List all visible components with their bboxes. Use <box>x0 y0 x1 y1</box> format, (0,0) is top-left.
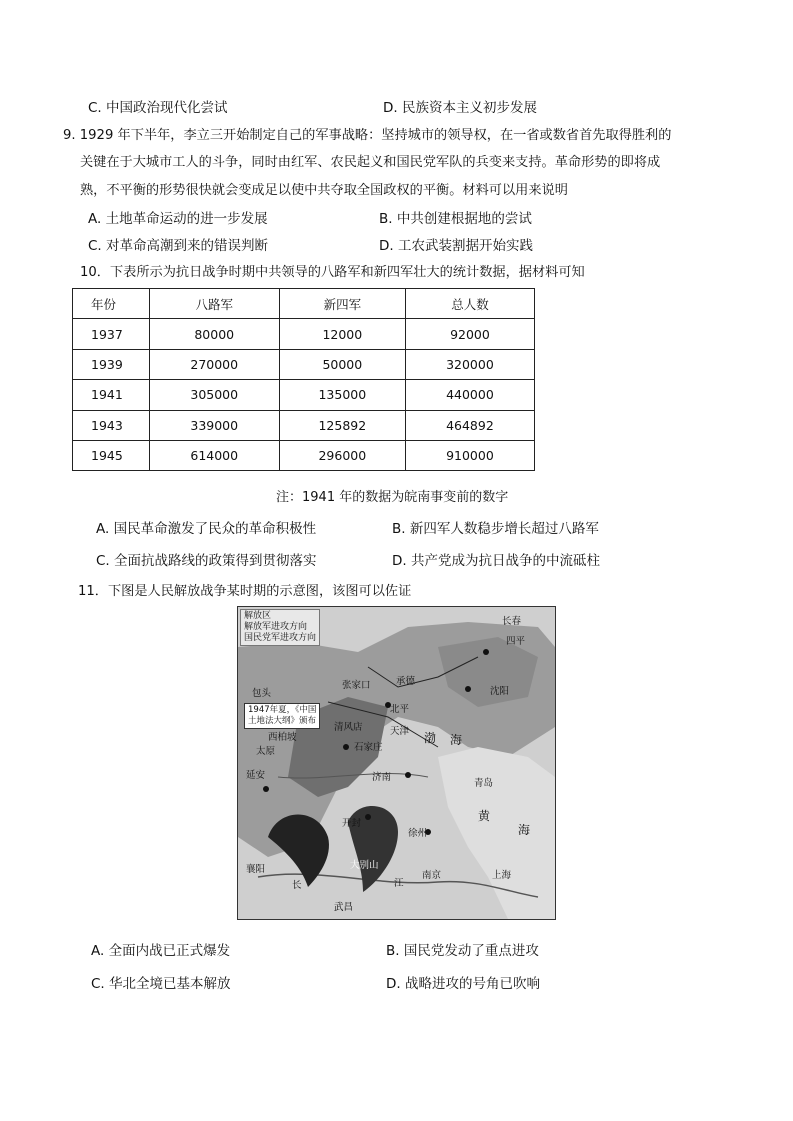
cell-new-fourth: 296000 <box>279 440 405 470</box>
table-header-row <box>73 289 535 319</box>
table-row <box>73 380 535 410</box>
map-label-tianjin: 天津 <box>390 726 410 737</box>
q8-option-c: C. 中国政治现代化尝试 <box>88 100 228 116</box>
q10-stem: 10．下表所示为抗日战争时期中共领导的八路军和新四军壮大的统计数据，据材料可知 <box>80 265 585 280</box>
cell-year: 1943 <box>73 410 150 440</box>
map-label-zhangjiakou: 张家口 <box>342 680 371 691</box>
q10-option-c: C. 全面抗战路线的政策得到贯彻落实 <box>96 553 317 569</box>
table-row <box>73 349 535 379</box>
map-note-box <box>244 703 320 729</box>
cell-eighth-route: 80000 <box>149 319 279 349</box>
q9-option-d: D. 工农武装割据开始实践 <box>379 238 533 254</box>
q9-option-c: C. 对革命高潮到来的错误判断 <box>88 238 269 254</box>
map-label-huang: 黄 <box>478 809 491 823</box>
table-note: 注：1941 年的数据为皖南事变前的数字 <box>276 490 509 505</box>
map-label-xibaipo: 西柏坡 <box>268 732 297 743</box>
map-label-nanjing: 南京 <box>422 870 442 881</box>
table-row <box>73 440 535 470</box>
cell-total: 320000 <box>405 349 534 379</box>
q11-option-c: C. 华北全境已基本解放 <box>91 976 231 992</box>
q11-stem: 11．下图是人民解放战争某时期的示意图，该图可以佐证 <box>78 584 412 599</box>
cell-year: 1937 <box>73 319 150 349</box>
header-new-fourth: 新四军 <box>279 289 405 319</box>
cell-total: 440000 <box>405 380 534 410</box>
map-label-shijiazhuang: 石家庄 <box>354 742 383 753</box>
army-statistics-table <box>72 288 535 471</box>
q9-stem-line3: 熟，不平衡的形势很快就会变成足以使中共夺取全国政权的平衡。材料可以用来说明 <box>80 183 568 198</box>
map-label-taiyuan: 太原 <box>256 746 276 757</box>
map-label-dabieshan: 大别山 <box>350 860 379 871</box>
map-label-chang: 长 <box>292 880 302 891</box>
q11-option-b: B. 国民党发动了重点进攻 <box>386 943 539 959</box>
q10-option-d: D. 共产党成为抗日战争的中流砥柱 <box>392 553 600 569</box>
map-label-siping: 四平 <box>506 636 526 647</box>
q9-stem-line2: 关键在于大城市工人的斗争，同时由红军、农民起义和国民党军队的兵变来支持。革命形势的即将成 <box>80 155 661 170</box>
map-label-beiping: 北平 <box>390 704 410 715</box>
cell-new-fourth: 12000 <box>279 319 405 349</box>
map-label-baotou: 包头 <box>252 688 272 699</box>
cell-year: 1939 <box>73 349 150 379</box>
header-total: 总人数 <box>405 289 534 319</box>
map-label-yanan: 延安 <box>246 770 266 781</box>
map-label-wuchang: 武昌 <box>334 902 354 913</box>
map-label-jiang: 江 <box>394 878 404 889</box>
map-note-line1: 1947年夏，《中国 <box>248 705 317 715</box>
q9-option-a: A. 土地革命运动的进一步发展 <box>88 211 268 227</box>
map-label-kaifeng: 开封 <box>342 818 362 829</box>
q11-option-d: D. 战略进攻的号角已吹响 <box>386 976 540 992</box>
map-label-hai2: 海 <box>518 823 531 837</box>
q8-option-d: D. 民族资本主义初步发展 <box>383 100 537 116</box>
cell-eighth-route: 305000 <box>149 380 279 410</box>
table-row <box>73 319 535 349</box>
legend-kmt-attack: 国民党军进攻方向 <box>244 633 317 643</box>
legend-liberated-area: 解放区 <box>244 611 272 621</box>
map-label-jinan: 济南 <box>372 772 392 783</box>
map-label-qingfengdian: 清风店 <box>334 722 363 733</box>
q10-option-a: A. 国民革命激发了民众的革命积极性 <box>96 521 317 537</box>
cell-eighth-route: 339000 <box>149 410 279 440</box>
map-label-xiangyang: 襄阳 <box>246 864 266 875</box>
header-eighth-route: 八路军 <box>149 289 279 319</box>
cell-total: 910000 <box>405 440 534 470</box>
cell-total: 92000 <box>405 319 534 349</box>
cell-eighth-route: 270000 <box>149 349 279 379</box>
cell-eighth-route: 614000 <box>149 440 279 470</box>
map-label-qingdao: 青岛 <box>474 778 494 789</box>
map-label-chengde: 承德 <box>396 676 416 687</box>
q9-stem-line1: 9. 1929 年下半年，李立三开始制定自己的军事战略：坚持城市的领导权，在一省或数省首先取得胜利的 <box>63 128 672 143</box>
map-label-shanghai: 上海 <box>492 870 512 881</box>
cell-new-fourth: 50000 <box>279 349 405 379</box>
legend-pla-attack: 解放军进攻方向 <box>244 622 308 632</box>
map-note-line2: 土地法大纲》颁布 <box>248 716 317 726</box>
q9-option-b: B. 中共创建根据地的尝试 <box>379 211 532 227</box>
header-year: 年份 <box>73 289 150 319</box>
map-label-shenyang: 沈阳 <box>490 686 510 697</box>
cell-total: 464892 <box>405 410 534 440</box>
map-label-hai1: 海 <box>450 733 463 747</box>
cell-year: 1945 <box>73 440 150 470</box>
cell-new-fourth: 125892 <box>279 410 405 440</box>
table-row <box>73 410 535 440</box>
map-label-bo: 渤 <box>424 731 437 745</box>
map-legend <box>240 609 320 646</box>
cell-new-fourth: 135000 <box>279 380 405 410</box>
map-label-changchun: 长春 <box>502 616 522 627</box>
civil-war-map <box>237 606 556 920</box>
cell-year: 1941 <box>73 380 150 410</box>
map-label-xuzhou: 徐州 <box>408 828 428 839</box>
q11-option-a: A. 全面内战已正式爆发 <box>91 943 231 959</box>
q10-option-b: B. 新四军人数稳步增长超过八路军 <box>392 521 599 537</box>
